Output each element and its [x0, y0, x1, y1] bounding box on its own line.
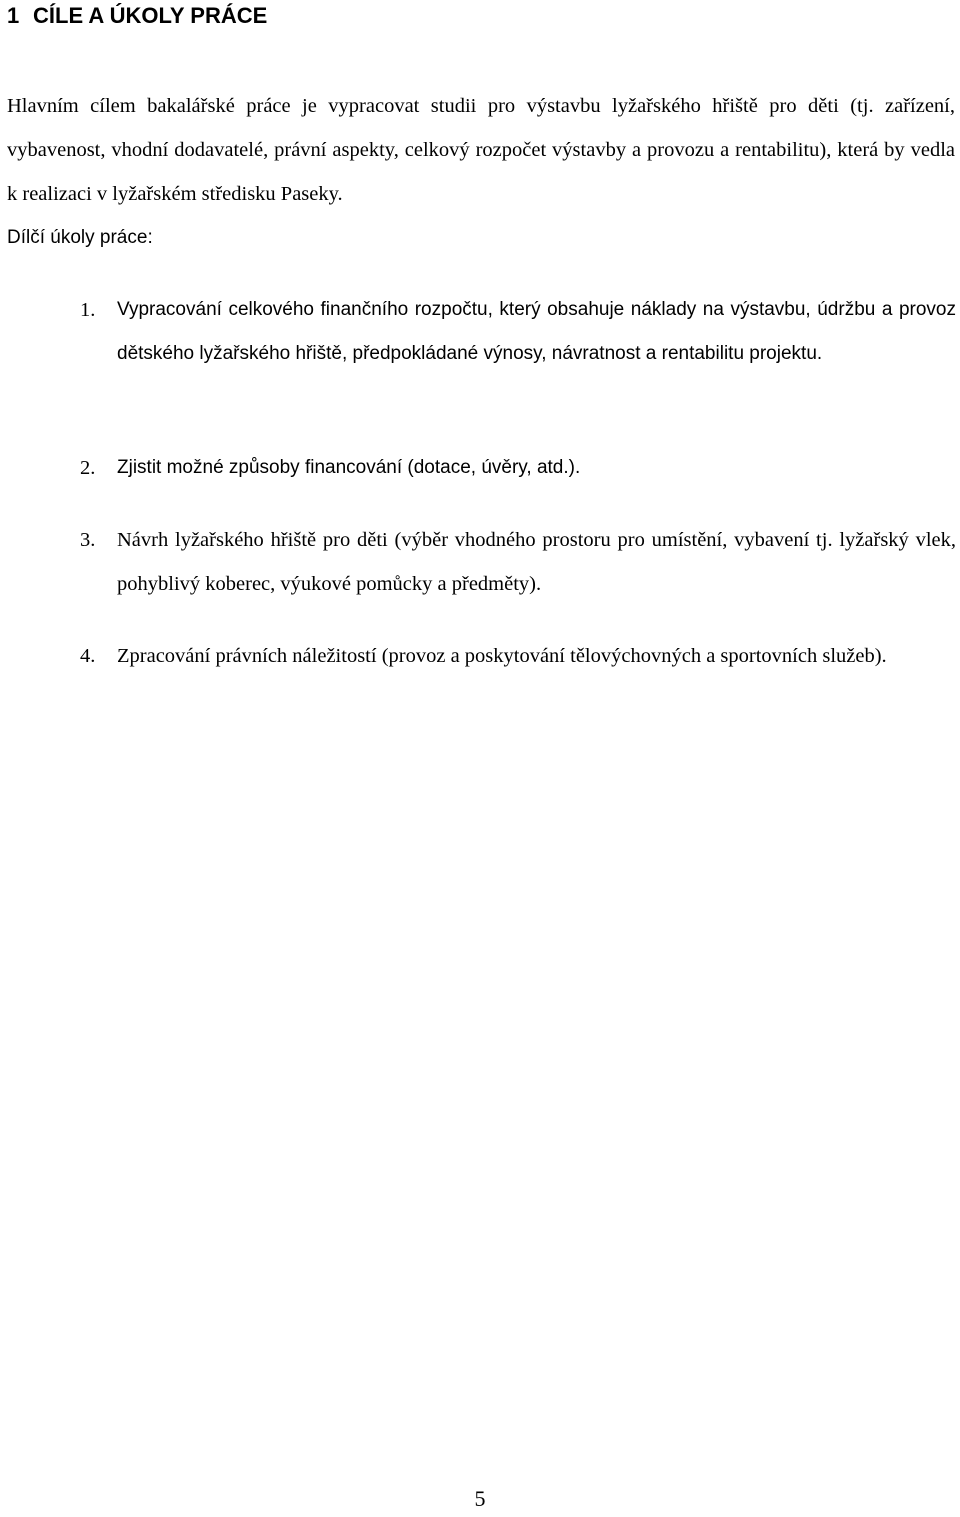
list-item-text: Zjistit možné způsoby financování (dotace, úvěry, atd.). — [117, 457, 581, 478]
chapter-number: 1 — [7, 3, 20, 28]
list-item-number: 4. — [80, 645, 96, 667]
subtasks-label: Dílčí úkoly práce: — [7, 227, 153, 248]
list-item-number: 2. — [80, 457, 96, 479]
list-item-text: Návrh lyžařského hřiště pro děti (výběr vhodného prostoru pro umístění, vybavení tj. lyžařský vlek, pohyblivý koberec, výukové pomůcky a předměty). — [117, 529, 956, 595]
chapter-title: CÍLE A ÚKOLY PRÁCE — [33, 3, 268, 28]
list-item-text: Vypracování celkového finančního rozpočtu, který obsahuje náklady na výstavbu, údržbu a provoz dětského lyžařského hřiště, předpokládané výnosy, návratnost a rentabilitu projektu. — [117, 299, 956, 364]
list-item-text: Zpracování právních náležitostí (provoz a poskytování tělovýchovných a sportovních služeb). — [117, 645, 887, 667]
list-item-number: 1. — [80, 299, 96, 321]
page-number: 5 — [474, 1486, 486, 1511]
list-item-number: 3. — [80, 529, 96, 551]
intro-paragraph: Hlavním cílem bakalářské práce je vypracovat studii pro výstavbu lyžařského hřiště pro děti (tj. zařízení, vybavenost, vhodní dodavatelé, právní aspekty, celkový rozpočet výstavby a provozu a rentabilitu), která by vedla k realizaci v lyžařském středisku Paseky. — [7, 95, 955, 205]
chapter-heading — [7, 1, 267, 31]
